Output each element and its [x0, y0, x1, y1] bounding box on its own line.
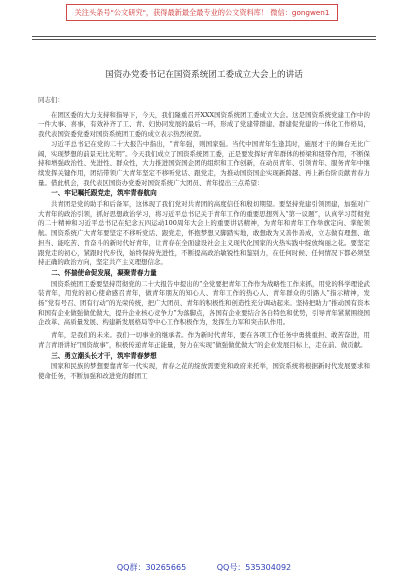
section-2-paragraph-1: 国资系统团工委要坚持贯彻党的二十大报告中提出的“全党要把青年工作作为战略性工作来抓，用党的科学理论武装青年，用党的初心使命感召青年，做青年朋友的知心人、青年工作的热心人、青年群众的引路人”指示精神，发扬“党有号召、团有行动”的光荣传统，把广大团员、青年的积极性和创造性充分调动起来。坚持把助力“推动国有资本和国有企业做强做优做大，提升企业核心竞争力”为落脚点，各国有企业要结合各自特色和优势，引导青年紧紧围绕国企改革、高质量发展、构建新发展格局等中心工作积极作为，发挥生力军和突击队作用。: [38, 279, 370, 327]
document-title: 国资办党委书记在国资系统团工委成立大会上的讲话: [105, 70, 303, 80]
section-3-paragraph-1: 国家和民族的梦想要靠青年一代实现，青春之花的绽放需要党和政府来托举，国资系统将根据新时代发展要求和使命任务，不断加强和改进党的群团工: [38, 362, 370, 380]
promo-banner: [66, 4, 338, 21]
section-2-paragraph-2: 青年，是我们的未来。我们一切事业的继承者。作为新时代青年，要在各项工作任务中勇挑重担、敢苦奋进，用青言青语讲好“国资故事”，积极传递青年正能量，努力在实现“做强做优做大”的企业发展目标上，走在前、做贡献。: [38, 331, 370, 349]
section-heading-1: 一、牢记嘱托跟党走，筑牢青春航向: [51, 189, 157, 198]
section-1-paragraph-1: 共青团是党的助手和后备军，这体现了我们党对共青团的高度信任和殷切期望。要坚持党建引领团建，加强对广大青年的政治引领，抓好思想政治学习，将习近平总书记关于青年工作的重要思想列入“第一议题”，认真学习贯彻党的二十精神和习近平总书记在纪念五四运动100周年大会上的重要讲话精神，为青年和青年工作举旗定向、掌舵领航。国资系统广大青年要坚定不移听党话、跟党走，怀抱梦想又脚踏实地，敢想敢为又善作善成，立志做有理想、敢担当、能吃苦、肯奋斗的新时代好青年，让青春在全面建设社会主义现代化国家的火热实践中绽放绚丽之花。要坚定跟党走的初心，紧跟时代步伐，始终保持先进性，不断提高政治敏锐性和鉴别力，在任何时候、任何情况下都必须坚持正确的政治方向，坚定共产主义理想信念。: [38, 200, 370, 267]
header-rule-thin: [32, 39, 376, 40]
document-body: [38, 96, 370, 382]
contact-footer: [32, 562, 376, 573]
promo-banner-text: 关注头条号"公文研究"，获得最新最全最专业的公文资料库！ 微信：gongwen1: [74, 8, 330, 17]
greeting: 同志们：: [38, 96, 64, 104]
opening-paragraph-2: 习近平总书记在党的二十大报告中指出，“青年强，则国家强。当代中国青年生逢其时，施展才干的舞台无比广阔，实现梦想的前景无比光明”。今天我们成立了国资系统团工委，正是要发挥好青年群体的桥梁和纽带作用，不断保持和增强政治性、先进性、群众性，大力推进国资国企团的组织和工作创新，在动员青年、引领青年、服务青年中继续发挥关键作用，团结带领广大青年坚定不移听党话、跟党走，为推动国资国企实现新跨越、再上新台阶贡献青春力量。借此机会，我代表区国资办党委对国资系统广大团员、青年提出三点希望：: [38, 139, 370, 187]
qq-group: QQ群：30265665: [116, 563, 187, 572]
header-rule: [32, 36, 376, 37]
section-heading-3: 三、勇立潮头长才干，筑牢青春梦想: [51, 351, 157, 360]
opening-paragraph-1: 在团区委的大力支持和指导下，今天，我们隆重召开XXX国资系统团工委成立大会。这是国资系统党建工作中的一件大事、喜事，有效补齐了工、青、妇协同发展的最后一环，形成了党建带群建、群建促党建的一体化工作格局，我代表国资委党委对国资系统团工委的成立表示热烈祝贺。: [38, 110, 370, 139]
section-heading-2: 二、怀揣使命促发展，凝聚青春力量: [51, 268, 157, 277]
qq-number: QQ号：535304092: [216, 563, 292, 572]
